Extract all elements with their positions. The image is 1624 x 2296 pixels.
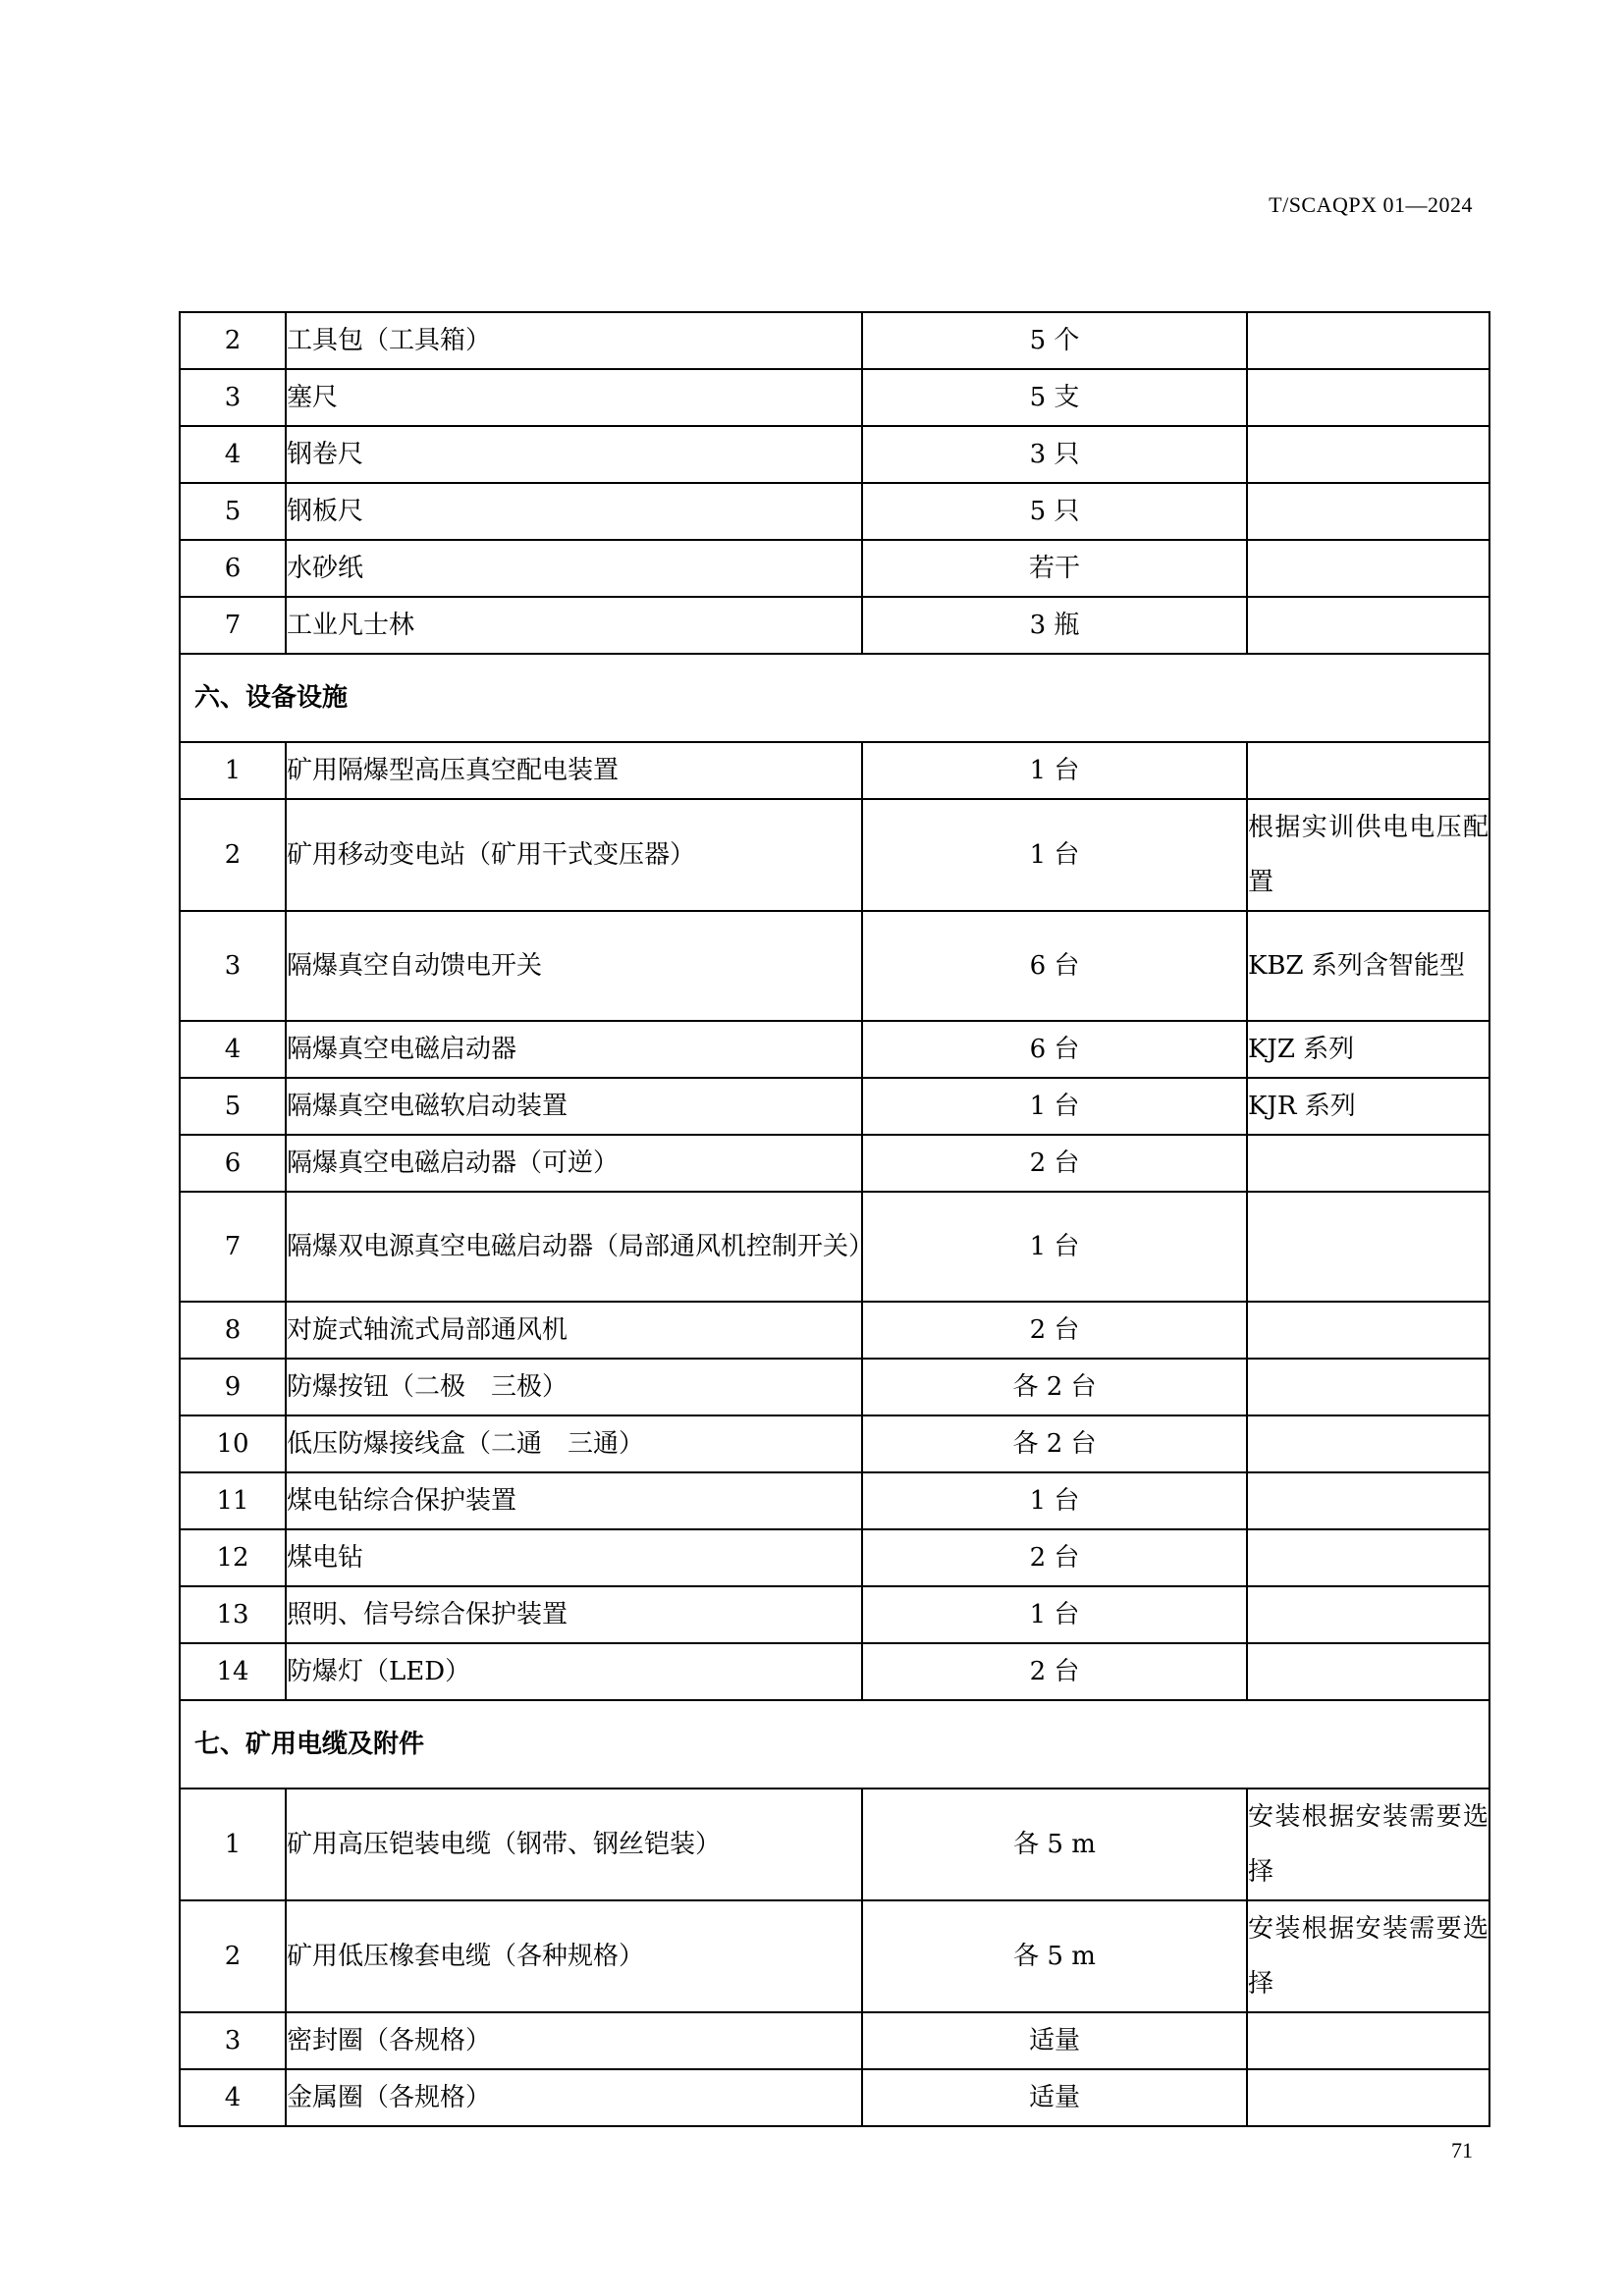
row-number: 4 — [180, 1021, 286, 1078]
item-name: 防爆灯（LED） — [286, 1643, 862, 1700]
table-row — [180, 2012, 1489, 2069]
item-quantity: 5 支 — [862, 369, 1247, 426]
item-name: 对旋式轴流式局部通风机 — [286, 1302, 862, 1359]
table-row — [180, 1135, 1489, 1192]
item-name-text: 隔爆双电源真空电磁启动器（局部通风机控制开关） — [287, 1232, 875, 1261]
item-note — [1247, 597, 1489, 654]
item-name: 隔爆真空电磁启动器 — [286, 1021, 862, 1078]
page-number: 71 — [1451, 2138, 1473, 2163]
item-quantity: 各 5 m — [862, 1789, 1247, 1900]
item-name: 矿用高压铠装电缆（钢带、钢丝铠装） — [286, 1789, 862, 1900]
item-name — [286, 1192, 875, 1302]
section-title-equipment: 六、设备设施 — [180, 654, 1489, 742]
item-quantity: 适量 — [862, 2069, 1247, 2126]
row-number: 4 — [180, 426, 286, 483]
item-name: 隔爆真空自动馈电开关 — [286, 911, 862, 1021]
item-note-text: 安装根据安装需要选择 — [1248, 1914, 1489, 1999]
item-note — [1247, 742, 1489, 799]
table-row — [180, 1021, 1489, 1078]
item-name: 隔爆真空电磁启动器（可逆） — [286, 1135, 862, 1192]
item-note — [1247, 1643, 1489, 1700]
item-note — [1247, 1359, 1489, 1415]
item-quantity: 各 5 m — [862, 1900, 1247, 2012]
item-quantity: 3 瓶 — [862, 597, 1247, 654]
item-note-text: 安装根据安装需要选择 — [1248, 1802, 1489, 1887]
item-note-text: KBZ 系列含智能型 — [1248, 951, 1465, 981]
row-number: 8 — [180, 1302, 286, 1359]
item-quantity: 若干 — [862, 540, 1247, 597]
item-quantity: 3 只 — [862, 426, 1247, 483]
item-name: 照明、信号综合保护装置 — [286, 1586, 862, 1643]
row-number: 5 — [180, 1078, 286, 1135]
table-row — [180, 483, 1489, 540]
table-row — [180, 312, 1489, 369]
item-note — [1247, 1415, 1489, 1472]
item-quantity: 各 2 台 — [862, 1415, 1247, 1472]
item-note: KJR 系列 — [1247, 1078, 1489, 1135]
item-note — [1247, 1529, 1489, 1586]
item-quantity: 1 台 — [862, 1586, 1247, 1643]
row-number: 3 — [180, 369, 286, 426]
item-quantity: 2 台 — [862, 1643, 1247, 1700]
table-row — [180, 911, 1489, 1021]
table-row — [180, 1472, 1489, 1529]
table-row — [180, 799, 1489, 911]
item-name: 防爆按钮（二极 三极） — [286, 1359, 862, 1415]
item-note — [1247, 799, 1489, 911]
row-number: 3 — [180, 2012, 286, 2069]
item-quantity: 6 台 — [862, 911, 1247, 1021]
table-row — [180, 1789, 1489, 1900]
item-note — [1247, 1789, 1489, 1900]
row-number: 10 — [180, 1415, 286, 1472]
table-row — [180, 1302, 1489, 1359]
table-row — [180, 742, 1489, 799]
table-row — [180, 1415, 1489, 1472]
item-quantity: 5 只 — [862, 483, 1247, 540]
item-note: KJZ 系列 — [1247, 1021, 1489, 1078]
row-number: 14 — [180, 1643, 286, 1700]
item-quantity: 适量 — [862, 2012, 1247, 2069]
table-row — [180, 1078, 1489, 1135]
item-note — [1247, 1192, 1489, 1302]
item-note — [1247, 911, 1489, 1021]
item-name: 塞尺 — [286, 369, 862, 426]
item-name: 低压防爆接线盒（二通 三通） — [286, 1415, 862, 1472]
item-name: 煤电钻综合保护装置 — [286, 1472, 862, 1529]
item-name: 矿用低压橡套电缆（各种规格） — [286, 1900, 862, 2012]
item-note — [1247, 312, 1489, 369]
row-number: 12 — [180, 1529, 286, 1586]
item-name: 工具包（工具箱） — [286, 312, 862, 369]
row-number: 7 — [180, 1192, 286, 1302]
table-row — [180, 1192, 1489, 1302]
table-row — [180, 1359, 1489, 1415]
row-number: 6 — [180, 1135, 286, 1192]
item-name: 水砂纸 — [286, 540, 862, 597]
item-name: 钢卷尺 — [286, 426, 862, 483]
item-quantity: 5 个 — [862, 312, 1247, 369]
row-number: 2 — [180, 1900, 286, 2012]
equipment-table-body — [180, 312, 1489, 2126]
item-note — [1247, 1900, 1489, 2012]
item-note — [1247, 1586, 1489, 1643]
item-note — [1247, 1472, 1489, 1529]
row-number: 2 — [180, 799, 286, 911]
row-number: 9 — [180, 1359, 286, 1415]
row-number: 7 — [180, 597, 286, 654]
item-name: 隔爆真空电磁软启动装置 — [286, 1078, 862, 1135]
table-row — [180, 1643, 1489, 1700]
row-number: 5 — [180, 483, 286, 540]
table-row — [180, 1529, 1489, 1586]
table-row — [180, 2069, 1489, 2126]
item-note — [1247, 369, 1489, 426]
section-title-cables: 七、矿用电缆及附件 — [180, 1700, 1489, 1789]
row-number: 2 — [180, 312, 286, 369]
row-number: 3 — [180, 911, 286, 1021]
item-quantity: 2 台 — [862, 1302, 1247, 1359]
item-note — [1247, 1135, 1489, 1192]
item-quantity: 2 台 — [862, 1135, 1247, 1192]
row-number: 13 — [180, 1586, 286, 1643]
item-quantity: 1 台 — [862, 1078, 1247, 1135]
item-name: 金属圈（各规格） — [286, 2069, 862, 2126]
item-name: 钢板尺 — [286, 483, 862, 540]
row-number: 6 — [180, 540, 286, 597]
item-note — [1247, 1302, 1489, 1359]
table-row — [180, 540, 1489, 597]
table-row — [180, 597, 1489, 654]
row-number: 1 — [180, 742, 286, 799]
item-name: 矿用隔爆型高压真空配电装置 — [286, 742, 862, 799]
item-name: 工业凡士林 — [286, 597, 862, 654]
section-header-row — [180, 654, 1489, 742]
table-row — [180, 1586, 1489, 1643]
row-number: 11 — [180, 1472, 286, 1529]
row-number: 1 — [180, 1789, 286, 1900]
item-quantity: 1 台 — [862, 742, 1247, 799]
item-note — [1247, 2012, 1489, 2069]
item-note — [1247, 483, 1489, 540]
document-code: T/SCAQPX 01—2024 — [1269, 192, 1473, 217]
item-quantity: 各 2 台 — [862, 1359, 1247, 1415]
section-header-row — [180, 1700, 1489, 1789]
item-quantity: 1 台 — [862, 799, 1247, 911]
table-row — [180, 369, 1489, 426]
equipment-table — [179, 311, 1490, 2127]
item-quantity: 1 台 — [862, 1472, 1247, 1529]
item-note — [1247, 426, 1489, 483]
item-quantity: 2 台 — [862, 1529, 1247, 1586]
item-name: 密封圈（各规格） — [286, 2012, 862, 2069]
item-quantity: 6 台 — [862, 1021, 1247, 1078]
item-note-text: 根据实训供电电压配置 — [1248, 813, 1489, 897]
item-note — [1247, 2069, 1489, 2126]
item-name: 煤电钻 — [286, 1529, 862, 1586]
table-row — [180, 426, 1489, 483]
row-number: 4 — [180, 2069, 286, 2126]
item-quantity: 1 台 — [862, 1192, 1247, 1302]
item-name: 矿用移动变电站（矿用干式变压器） — [286, 799, 862, 911]
item-note — [1247, 540, 1489, 597]
table-row — [180, 1900, 1489, 2012]
